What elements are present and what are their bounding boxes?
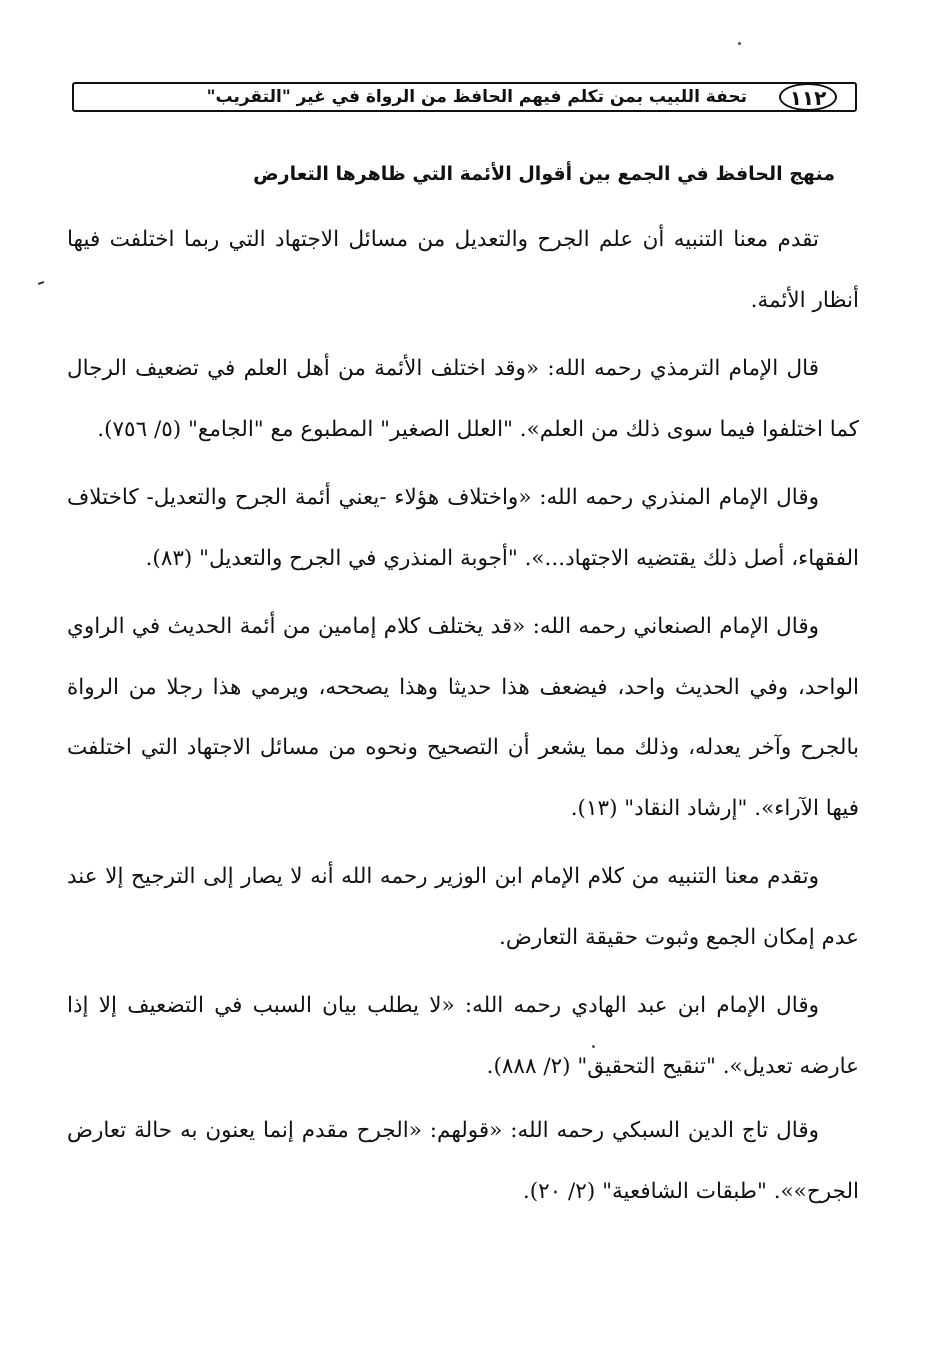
paragraph: وقال تاج الدين السبكي رحمه الله: «قولهم: «الجرح مقدم إنما يعنون به حالة تعارض الجرح»». "طبقات الشافعية" (٢/ ٢٠). (67, 1118, 859, 1204)
page-header (72, 82, 857, 112)
paragraph: قال الإمام الترمذي رحمه الله: «وقد اختلف الأئمة من أهل العلم في تضعيف الرجال كما اختلفوا فيما سوى ذلك من العلم». "العلل الصغير" المطبوع مع "الجامع" (٥/ ٧٥٦). (67, 356, 859, 442)
stray-mark (38, 281, 44, 285)
section-heading: منهج الحافظ في الجمع بين أقوال الأئمة التي ظاهرها التعارض (253, 163, 835, 185)
paragraph: وقال الإمام الصنعاني رحمه الله: «قد يختلف كلام إمامين من أئمة الحديث في الراوي الواحد، وفي الحديث واحد، فيضعف هذا حديثا وهذا يصححه، ويرمي هذا رجلا من الرواة بالجرح وآخر يعدله، وذلك مما يشعر أن التصحيح ونحوه من مسائل الاجتهاد التي اختلفت فيها الآراء». "إرشاد النقاد" (١٣). (67, 614, 859, 821)
page-number: ١١٢ (779, 83, 837, 111)
body-text (67, 210, 859, 1226)
paragraph: وتقدم معنا التنبيه من كلام الإمام ابن الوزير رحمه الله أنه لا يصار إلى الترجيح إلا عند عدم إمكان الجمع وثبوت حقيقة التعارض. (67, 864, 859, 950)
paragraph: وقال الإمام ابن عبد الهادي رحمه الله: «لا يطلب بيان السبب في التضعيف إلا إذا عارضه تعديل». "تنقيح التحقيق" (٢/ ٨٨٨). (67, 993, 859, 1079)
paragraph: تقدم معنا التنبيه أن علم الجرح والتعديل من مسائل الاجتهاد التي ربما اختلفت فيها أنظار الأئمة. (67, 227, 859, 313)
running-title: تحفة اللبيب بمن تكلم فيهم الحافظ من الرواة في غير "التقريب" (206, 87, 747, 107)
stray-dot (738, 42, 741, 45)
stray-dot (592, 1045, 595, 1048)
paragraph: وقال الإمام المنذري رحمه الله: «واختلاف هؤلاء -يعني أئمة الجرح والتعديل- كاختلاف الفقهاء، أصل ذلك يقتضيه الاجتهاد...». "أجوبة المنذري في الجرح والتعديل" (٨٣). (67, 485, 859, 571)
